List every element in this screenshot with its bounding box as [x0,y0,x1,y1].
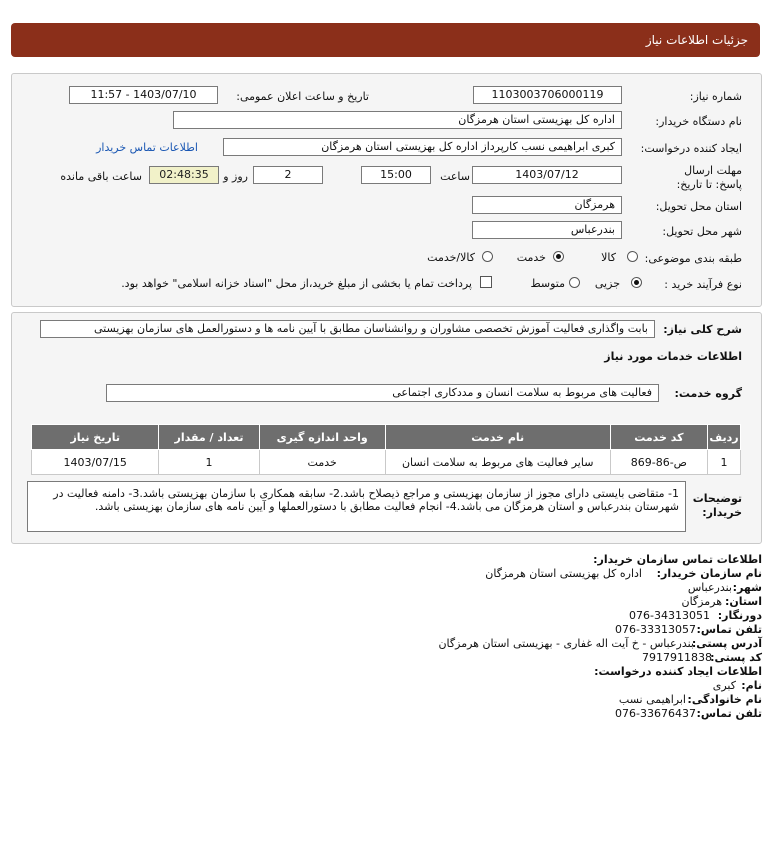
services-table [31,424,741,475]
contact-fax: 076-34313051 [629,609,710,622]
category-both-radio[interactable] [482,251,493,262]
contact-province-label: استان: [725,595,762,608]
page-header [11,23,760,57]
deadline-time-label: ساعت [440,170,470,183]
cell-row: 1 [708,450,741,475]
creator-label: ایجاد کننده درخواست: [640,142,742,155]
city-field: بندرعباس [472,221,622,239]
cell-code: ص-86-869 [610,450,707,475]
creator-family-label: نام خانوادگی: [687,693,762,706]
category-goods-radio[interactable] [627,251,638,262]
creator-phone: 076-33676437 [615,707,696,720]
days-label: روز و [223,170,248,183]
page-title: جزئیات اطلاعات نیاز [645,33,748,47]
contact-city: بندرعباس [687,581,732,594]
process-medium-label: متوسط [530,277,565,290]
contact-province: هرمزگان [681,595,722,608]
days-field: 2 [253,166,323,184]
description-field: بابت واگذاری فعالیت آموزش تخصصی مشاوران و روانشناسان مطابق با آیین نامه ها و دستورالعمل های سازمان بهزیستی [40,320,655,338]
treasury-checkbox[interactable] [480,276,492,288]
table-row [32,450,741,475]
creator-phone-label: تلفن تماس: [696,707,762,720]
announce-field: 1403/07/10 - 11:57 [69,86,218,104]
category-label: طبقه بندی موضوعی: [644,252,742,265]
contact-title: اطلاعات تماس سازمان خریدار: [593,553,762,566]
need-number-label: شماره نیاز: [689,90,742,103]
process-medium-radio[interactable] [569,277,580,288]
contact-org: اداره کل بهزیستی استان هرمزگان [485,567,642,580]
cell-qty: 1 [159,450,259,475]
remaining-timer: 02:48:35 [149,166,219,184]
province-label: استان محل تحویل: [655,200,742,213]
contact-phone: 076-33313057 [615,623,696,636]
services-title: اطلاعات خدمات مورد نیاز [604,350,742,363]
city-label: شهر محل تحویل: [662,225,742,238]
service-group-label: گروه خدمت: [674,387,742,400]
creator-field: کبری ابراهیمی نسب کارپرداز اداره کل بهزیستی استان هرمزگان [223,138,622,156]
process-label: نوع فرآیند خرید : [664,278,742,291]
category-goods-label: کالا [601,251,616,264]
deadline-time-field: 15:00 [361,166,431,184]
creator-info-title: اطلاعات ایجاد کننده درخواست: [594,665,762,678]
col-unit: واحد اندازه گیری [259,425,385,450]
description-label: شرح کلی نیاز: [663,323,742,336]
remaining-label: ساعت باقی مانده [60,170,142,183]
contact-address: بندرعباس - خ آیت اله غفاری - بهزیستی استان هرمزگان [438,637,694,650]
service-group-field: فعالیت های مربوط به سلامت انسان و مددکاری اجتماعی [106,384,659,402]
contact-postal: 7917911838 [642,651,712,664]
creator-family: ابراهیمی نسب [618,693,686,706]
buyer-contact-link[interactable]: اطلاعات تماس خریدار [96,141,198,154]
col-qty: تعداد / مقدار [159,425,259,450]
buyer-notes-field: 1- متقاضی بایستی دارای مجوز از سازمان بهزیستی و مراجع ذیصلاح باشد.2- سابقه همکاری با سازمان بهزیستی باشد.3- دامنه فعالیت در شهرستان بندرعباس و استان هرمزگان می باشد.4- انجام فعالیت مطابق با دستورالعملها و آیین نامه های سازمان بهزیستی باشد. [27,481,686,532]
process-partial-label: جزیی [594,277,620,290]
contact-org-label: نام سازمان خریدار: [656,567,762,580]
buyer-notes-label: توضیحات خریدار: [692,492,742,519]
need-number-field: 1103003706000119 [473,86,622,104]
category-service-radio[interactable] [553,251,564,262]
deadline-label: مهلت ارسال پاسخ: تا تاریخ: [676,164,742,191]
province-field: هرمزگان [472,196,622,214]
cell-unit: خدمت [259,450,385,475]
col-row: ردیف [708,425,741,450]
category-service-label: خدمت [516,251,546,264]
col-name: نام خدمت [385,425,610,450]
cell-name: سایر فعالیت های مربوط به سلامت انسان [385,450,610,475]
buyer-org-label: نام دستگاه خریدار: [655,115,742,128]
process-partial-radio[interactable] [631,277,642,288]
creator-name: کبری [712,679,736,692]
contact-address-label: آدرس پستی: [691,637,762,650]
contact-postal-label: کد پستی: [710,651,762,664]
announce-label: تاریخ و ساعت اعلان عمومی: [236,90,369,103]
buyer-org-field: اداره کل بهزیستی استان هرمزگان [173,111,622,129]
deadline-date-field: 1403/07/12 [472,166,622,184]
need-info-panel [11,73,762,307]
category-both-label: کالا/خدمت [427,251,475,264]
contact-phone-label: تلفن تماس: [696,623,762,636]
payment-note: پرداخت تمام یا بخشی از مبلغ خرید،از محل "اسناد خزانه اسلامی" خواهد بود. [121,277,472,290]
creator-name-label: نام: [741,679,762,692]
contact-fax-label: دورنگار: [717,609,762,622]
contact-city-label: شهر: [732,581,762,594]
cell-date: 1403/07/15 [32,450,159,475]
col-code: کد خدمت [610,425,707,450]
col-date: تاریخ نیاز [32,425,159,450]
